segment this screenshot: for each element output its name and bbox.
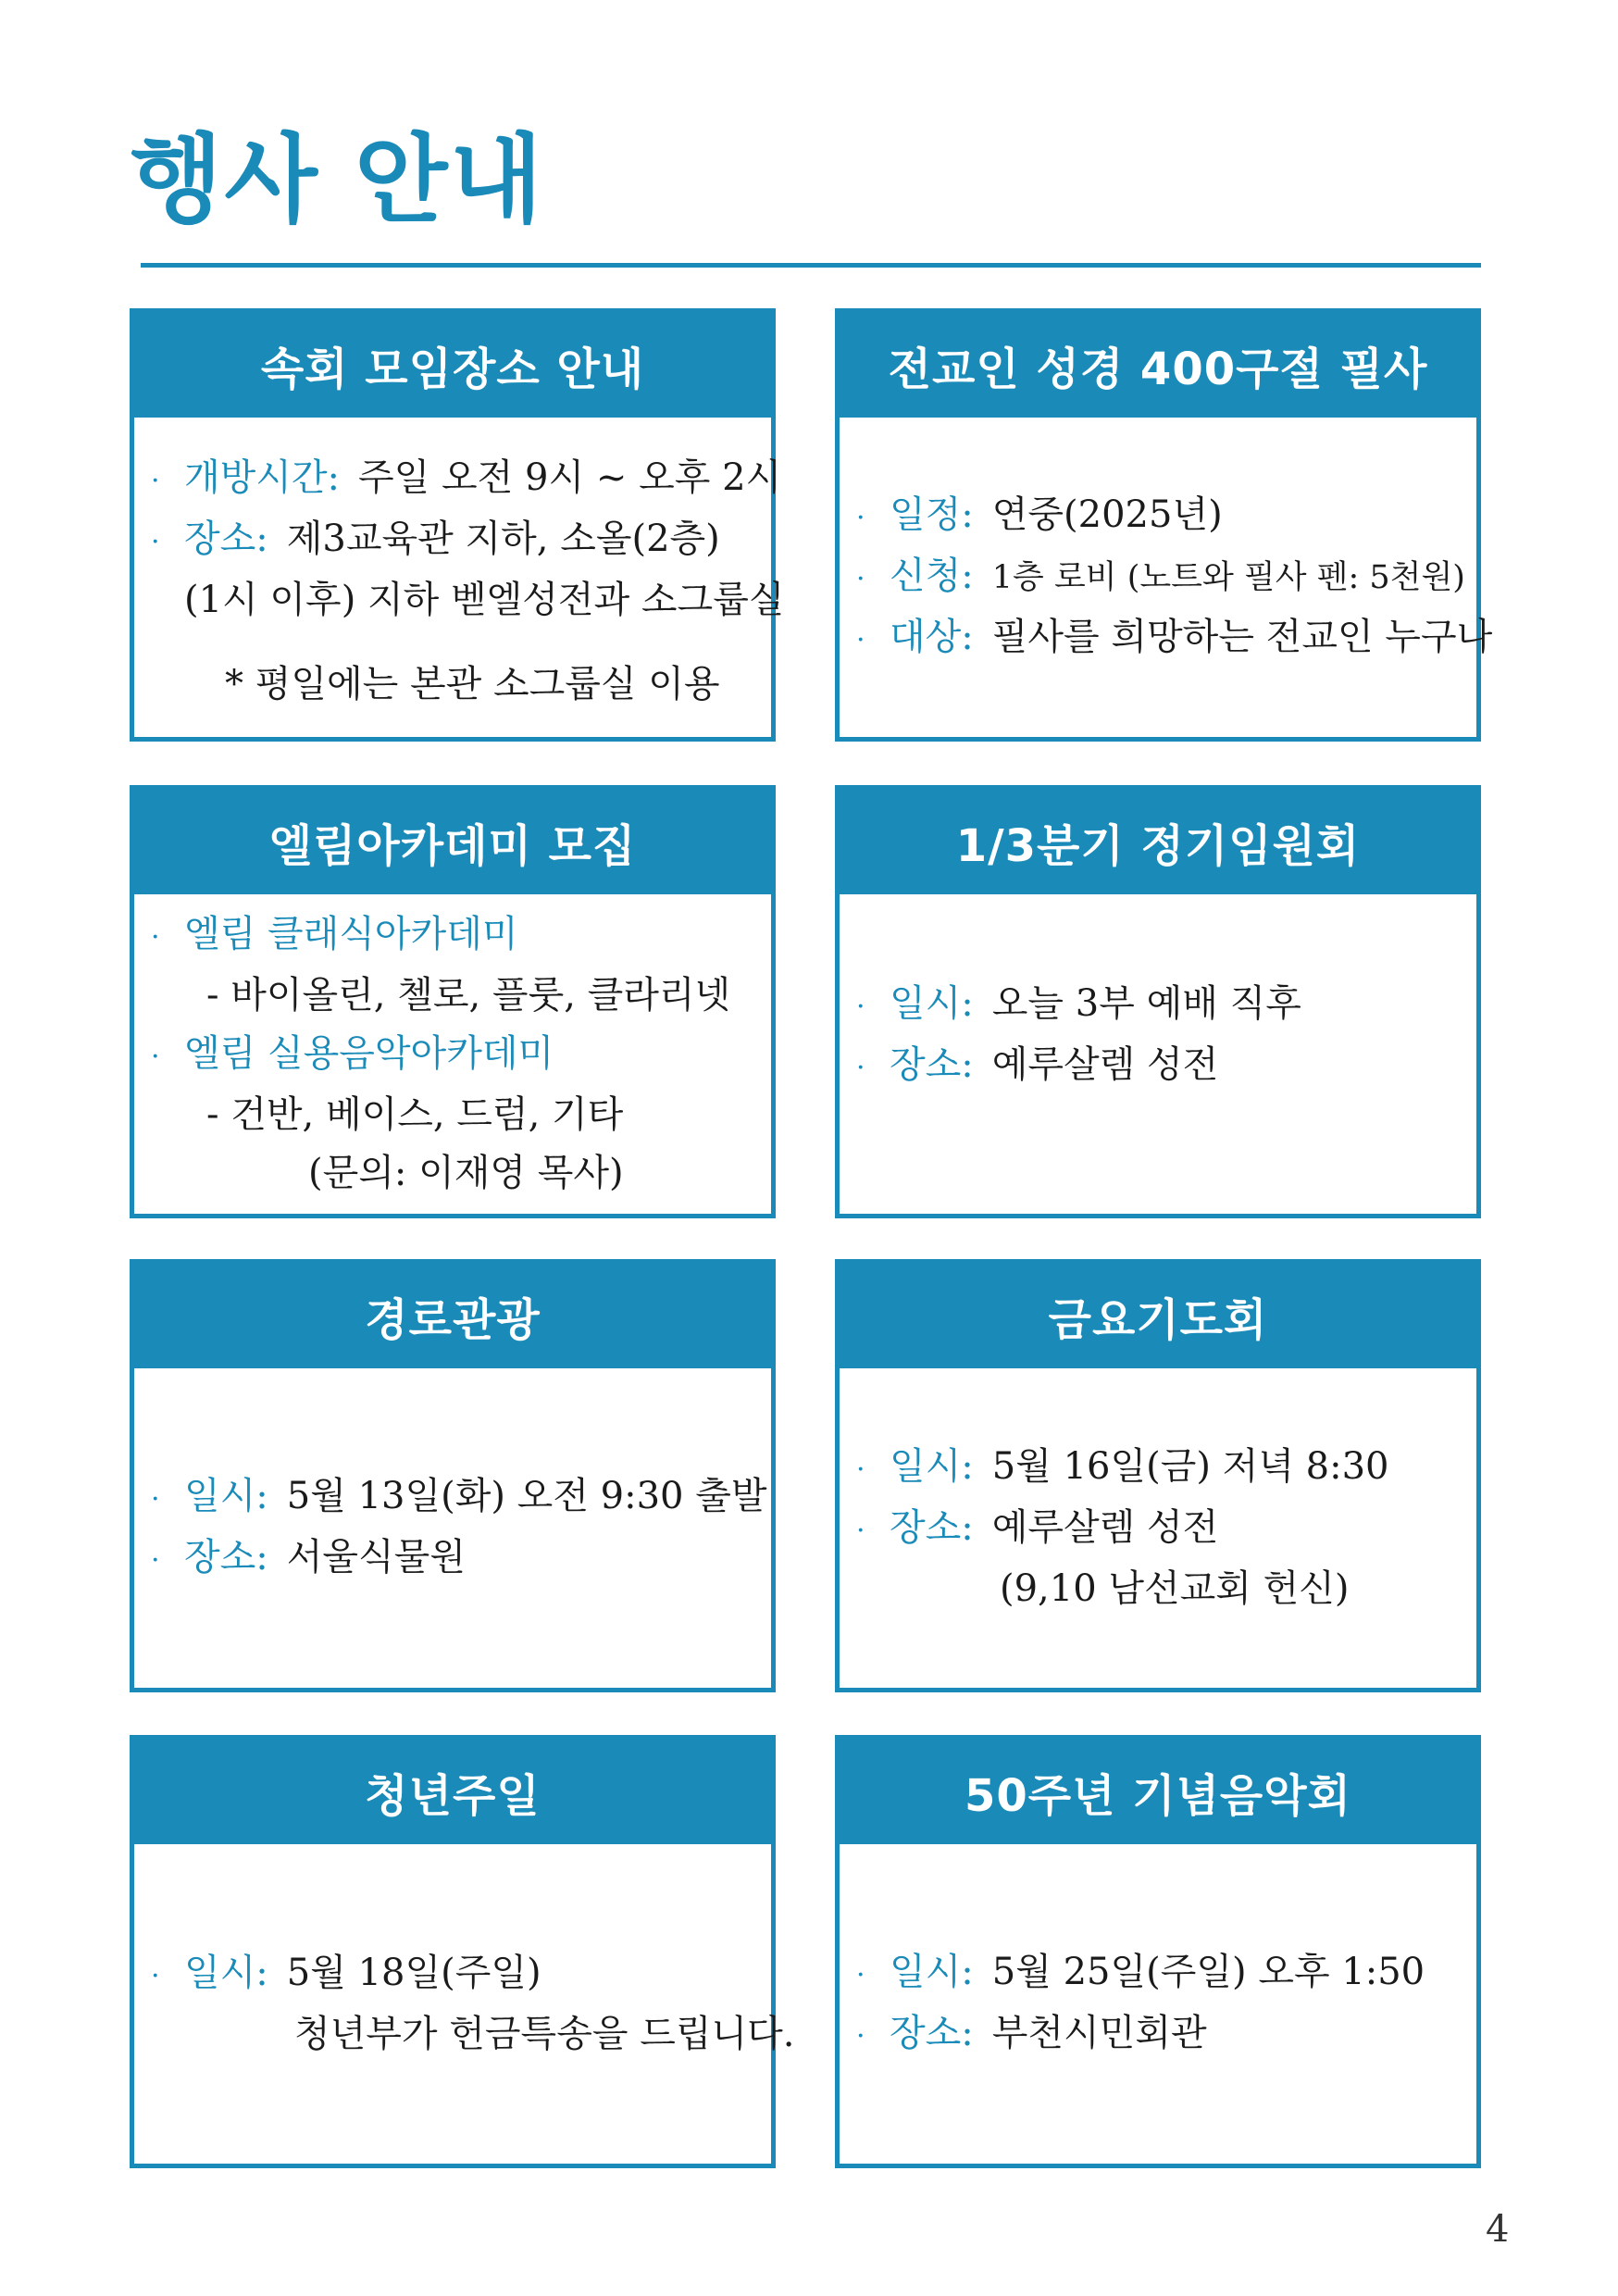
bullet-icon: · xyxy=(856,1051,865,1084)
info-note: * 평일에는 본관 소그룹실 이용 xyxy=(225,662,720,705)
card-header: 엘림아카데미 모집 xyxy=(134,790,771,894)
info-line xyxy=(856,975,1460,1036)
info-line xyxy=(856,1036,1460,1097)
info-continuation: (9,10 남선교회 헌신) xyxy=(1000,1567,1350,1610)
card-officers-meeting xyxy=(835,785,1481,1218)
bullet-icon: · xyxy=(856,623,865,656)
info-line xyxy=(856,1943,1460,2004)
bullet-icon: · xyxy=(151,1960,160,1992)
info-line xyxy=(151,905,754,967)
info-value: 예루살렘 성전 xyxy=(991,1042,1219,1086)
bullet-icon: · xyxy=(856,1515,865,1547)
info-value: 연중(2025년) xyxy=(991,493,1223,536)
card-youth-sunday xyxy=(130,1735,795,2168)
info-key: 장소: xyxy=(890,2011,974,2054)
bullet-icon: · xyxy=(856,562,865,595)
card-header: 1/3분기 정기임원회 xyxy=(840,790,1476,894)
academy-name: 엘림 실용음악아카데미 xyxy=(184,1032,554,1075)
bullet-icon: · xyxy=(151,1543,160,1577)
info-value: 주일 오전 9시 ~ 오후 2시 xyxy=(358,455,782,499)
info-line xyxy=(856,1499,1460,1560)
info-value: 예루살렘 성전 xyxy=(991,1506,1219,1549)
page-number: 4 xyxy=(1486,2208,1510,2251)
info-line xyxy=(856,486,1460,547)
card-body xyxy=(840,1368,1476,1688)
info-key: 장소: xyxy=(890,1506,974,1549)
info-value: 제3교육관 지하, 소올(2층) xyxy=(286,517,720,560)
info-line xyxy=(151,1025,754,1086)
info-key: 대상: xyxy=(890,615,974,658)
info-value: 부천시민회관 xyxy=(991,2011,1207,2054)
info-value: 서울식물원 xyxy=(286,1535,466,1578)
card-body xyxy=(134,418,785,737)
card-body xyxy=(840,1844,1476,2164)
info-key: 장소: xyxy=(184,1535,268,1578)
card-body xyxy=(134,1844,795,2164)
bullet-icon: · xyxy=(151,1482,160,1516)
card-bible-transcription xyxy=(835,308,1493,742)
info-key: 일시: xyxy=(890,981,974,1025)
info-continuation: (1시 이후) 지하 벧엘성전과 소그룹실 xyxy=(184,578,785,621)
info-value: 5월 25일(주일) 오후 1:50 xyxy=(991,1950,1425,1993)
info-key: 일시: xyxy=(890,1950,974,1993)
info-line xyxy=(151,1467,767,1529)
info-key: 개방시간: xyxy=(184,455,341,499)
info-line xyxy=(151,1944,754,2005)
page-title: 행사 안내 xyxy=(130,123,545,236)
academy-contact: (문의: 이재영 목사) xyxy=(308,1152,624,1194)
bullet-icon: · xyxy=(151,464,160,497)
info-line xyxy=(151,510,754,571)
card-header: 속회 모임장소 안내 xyxy=(134,313,771,418)
info-value: 5월 18일(주일) xyxy=(286,1952,541,1994)
info-key: 일정: xyxy=(890,493,974,536)
info-continuation: 청년부가 헌금특송을 드립니다. xyxy=(294,2013,795,2055)
card-header: 청년주일 xyxy=(134,1740,771,1844)
card-body xyxy=(840,894,1476,1214)
card-friday-prayer xyxy=(835,1259,1481,1692)
info-key: 일시: xyxy=(890,1445,974,1488)
bullet-icon: · xyxy=(856,990,865,1023)
info-key: 신청: xyxy=(890,554,974,597)
card-header: 금요기도회 xyxy=(840,1264,1476,1368)
info-line xyxy=(151,449,782,510)
title-divider xyxy=(141,263,1481,268)
info-key: 일시: xyxy=(184,1474,268,1517)
academy-detail: - 바이올린, 첼로, 플룻, 클라리넷 xyxy=(206,974,731,1017)
card-body xyxy=(134,894,771,1214)
card-small-group-location xyxy=(130,308,785,742)
card-header: 경로관광 xyxy=(134,1264,771,1368)
card-body xyxy=(840,418,1493,737)
card-header: 전교인 성경 400구절 필사 xyxy=(840,313,1476,418)
info-line xyxy=(151,1529,754,1590)
info-line xyxy=(856,608,1493,669)
bullet-icon: · xyxy=(151,921,160,954)
info-value: 1층 로비 (노트와 필사 펜: 5천원) xyxy=(991,558,1465,596)
info-value: 5월 13일(화) 오전 9:30 출발 xyxy=(286,1474,767,1517)
info-value: 필사를 희망하는 전교인 누구나 xyxy=(991,615,1493,658)
bullet-icon: · xyxy=(856,2019,865,2053)
info-key: 장소: xyxy=(184,517,268,560)
info-value: 오늘 3부 예배 직후 xyxy=(991,981,1301,1025)
info-line xyxy=(856,547,1465,608)
info-line xyxy=(856,1438,1460,1499)
info-key: 장소: xyxy=(890,1042,974,1086)
bullet-icon: · xyxy=(856,1454,865,1486)
card-header: 50주년 기념음악회 xyxy=(840,1740,1476,1844)
bullet-icon: · xyxy=(856,1958,865,1991)
card-anniversary-concert xyxy=(835,1735,1481,2168)
card-elim-academy xyxy=(130,785,776,1218)
bullet-icon: · xyxy=(856,501,865,534)
bullet-icon: · xyxy=(151,1041,160,1073)
card-body xyxy=(134,1368,771,1688)
academy-detail: - 건반, 베이스, 드럼, 기타 xyxy=(206,1093,624,1136)
card-senior-trip xyxy=(130,1259,776,1692)
info-line xyxy=(856,2004,1460,2065)
bullet-icon: · xyxy=(151,525,160,558)
info-key: 일시: xyxy=(184,1952,268,1994)
academy-name: 엘림 클래식아카데미 xyxy=(184,913,518,955)
info-value: 5월 16일(금) 저녁 8:30 xyxy=(991,1445,1389,1488)
